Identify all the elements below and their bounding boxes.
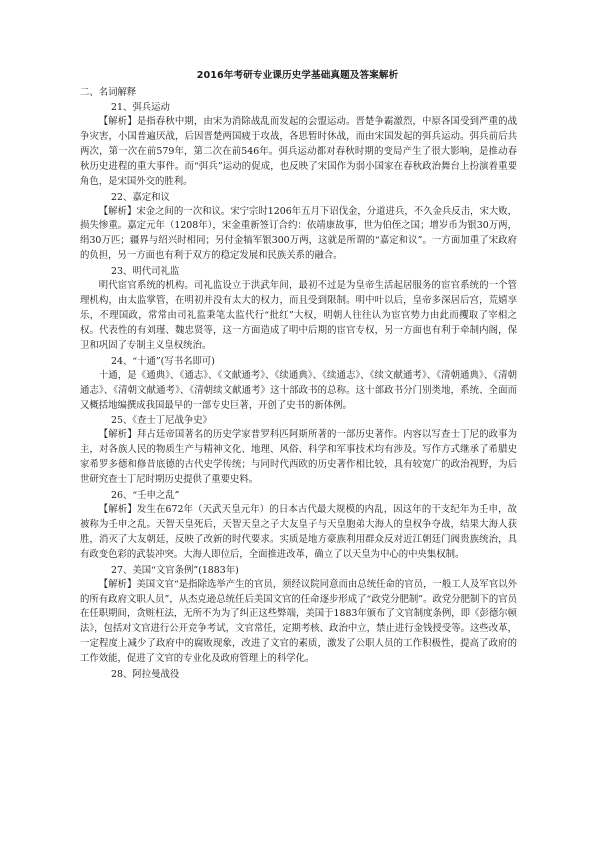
entry-heading: 25、《查士丁尼战争史》: [111, 415, 213, 427]
entry-number: 24: [111, 355, 123, 367]
analysis-tag: 【解析】: [98, 116, 137, 127]
entry-heading: 26、“壬申之乱”: [111, 490, 180, 502]
entry-term: 弭兵运动: [132, 102, 170, 113]
entry-number: 23: [111, 266, 123, 278]
entry-heading: 24、“十通”(写书名即可): [111, 355, 215, 367]
entry-heading: 28、阿拉曼战役: [111, 669, 180, 681]
entry-23: [80, 264, 517, 354]
content-body: [80, 100, 517, 682]
analysis-tag: 【解析】: [98, 205, 137, 217]
entry-number: 27: [111, 564, 123, 576]
entry-22: [80, 190, 517, 265]
explanation-text: 宋金之间的一次和议。宋宁宗时1206年五月下诏伐金，分道进兵，不久金兵反击，宋大败，损失惨重。嘉定元年（1208年），宋金重新签订合约：依靖康故事，世为伯侄之国；增岁币为银30万两，绢30万匹；疆界与绍兴时相同；另付金犒军银300万两，这就是所谓的“嘉定和议”。一方面加重了宋政府的负担，另一方面也有利于双方的稳定发展和民族关系的融合。: [80, 205, 517, 262]
entry-28: [80, 667, 517, 682]
entry-25: [80, 413, 517, 488]
entry-explanation: [80, 279, 517, 354]
page-title: 2016年考研专业课历史学基础真题及答案解析: [196, 70, 399, 81]
analysis-tag: 【解析】: [98, 429, 137, 441]
explanation-text: 明代宦官系统的机构。司礼监设立于洪武年间，最初不过是为皇帝生活起居服务的宦官系统的一个管理机构，由太监掌管，在明初并没有太大的权力，而且受到限制。明中叶以后，皇帝多深居后宫，荒嬉享乐，不理国政，常常由司礼监秉笔太监代行“批红”大权，明朝人往往认为宦官势力由此而攫取了宰相之权。代表性的有刘瑾、魏忠贤等，这一方面造成了明中后期的宦官专权，另一方面也有利于牵制内阁，保卫和巩固了专制主义皇权统治。: [80, 280, 517, 351]
entry-term: 嘉定和议: [132, 191, 170, 203]
entry-heading: 22、嘉定和议: [111, 191, 170, 203]
entry-heading: 27、美国“文官条例”(1883年): [111, 564, 239, 576]
entry-term: “壬申之乱”: [132, 490, 180, 502]
entry-explanation: [80, 369, 517, 414]
entry-explanation: [80, 578, 517, 667]
explanation-text: 拜占廷帝国著名的历史学家普罗科匹阿斯所著的一部历史著作。内容以写查士丁尼的政事为主，对各族人民的物质生产与精神文化、地理、风俗、科学和军事技术均有涉及。写作方式继承了希腊史家希罗多德和修昔底德的古代史学传统；与同时代西欧的历史著作相比较，具有较宽广的政治视野，为后世研究查士丁尼时期历史提供了重要史料。: [80, 429, 517, 486]
explanation-text: 美国文官“是指除选举产生的官员，须经议院同意而由总统任命的官员，一般工人及军官以外的所有政府文职人员”，从杰克逊总统任后美国文官的任命逐步形成了“政党分肥制”。政党分肥制下的官员在任职期间，贪赃枉法，无所不为为了纠正这些弊端，美国于1883年颁布了文官制度条例，即《彭德尔顿法》，包括对文官进行公开竞争考试，文官常任，定期考核、政治中立，禁止进行金钱授受等。这些改革，一定程度上减少了政府中的腐败现象，改进了文官的素质，激发了公职人员的工作积极性，提高了政府的工作效能，促进了文官的专业化及政府管理上的科学化。: [80, 578, 517, 665]
entry-21: [80, 100, 517, 190]
entry-number: 21: [111, 102, 123, 113]
entry-heading: 21、弭兵运动: [111, 102, 170, 113]
entry-term: 阿拉曼战役: [132, 669, 180, 681]
entry-term: 美国“文官条例”: [132, 564, 199, 576]
explanation-text: 是指春秋中期，由宋为消除战乱而发起的会盟运动。晋楚争霸激烈，中原各国受到严重的战争灾害，小国普遍厌战，后因晋楚两国疲于攻战，各思暂时休战，而由宋国发起的弭兵运动。弭兵前后共两次，第一次在前579年，第二次在前546年。弭兵运动都对春秋时期的变局产生了很大影响，是推动春秋历史进程的重大事件。而“弭兵”运动的促成，也反映了宋国作为弱小国家在春秋政治舞台上扮演着重要角色，是宋国外交的胜利。: [80, 116, 517, 187]
entry-explanation: [80, 115, 517, 190]
entry-note: (1883年): [198, 564, 239, 576]
entry-heading: 23、明代司礼监: [111, 266, 180, 278]
entry-term: “十通”: [132, 355, 161, 367]
explanation-text: 十通，是《通典》、《通志》、《文献通考》、《续通典》、《续通志》、《续文献通考》、《清朝通典》、《清朝通志》、《清朝文献通考》、《清朝续文献通考》这十部政书的总称。这十部政书分门别类地，系统、全面而又概括地编撰成我国最早的一部专史巨著，开创了史书的新体例。: [80, 369, 517, 411]
entry-term: 《查士丁尼战争史》: [132, 415, 213, 427]
entry-27: [80, 563, 517, 667]
entry-number: 22: [111, 191, 123, 203]
entry-26: [80, 488, 517, 563]
entry-24: [80, 354, 517, 414]
explanation-text: 发生在672年（天武天皇元年）的日本古代最大规模的内乱，因这年的干支纪年为壬申，故被称为壬申之乱。天智天皇死后，天智天皇之子大友皇子与天皇胞弟大海人的皇权争夺战，结果大海人获胜，消灭了大友朝廷，反映了改新的时代要求。实质是地方豪族利用群众反对近江朝廷门阀贵族统治，具有政变色彩的武装冲突。大海人即位后，全面推进改革，确立了以天皇为中心的中央集权制。: [80, 504, 517, 560]
entry-note: (写书名即可): [160, 355, 215, 367]
analysis-tag: 【解析】: [98, 504, 137, 516]
entry-number: 26: [111, 490, 123, 502]
entry-explanation: [80, 503, 517, 563]
entry-number: 25: [111, 415, 123, 427]
section-heading: 二、名词解释: [80, 87, 137, 98]
entry-explanation: [80, 428, 517, 488]
entry-term: 明代司礼监: [132, 266, 180, 278]
entry-number: 28: [111, 669, 123, 681]
entry-explanation: [80, 205, 517, 265]
analysis-tag: 【解析】: [98, 578, 137, 590]
